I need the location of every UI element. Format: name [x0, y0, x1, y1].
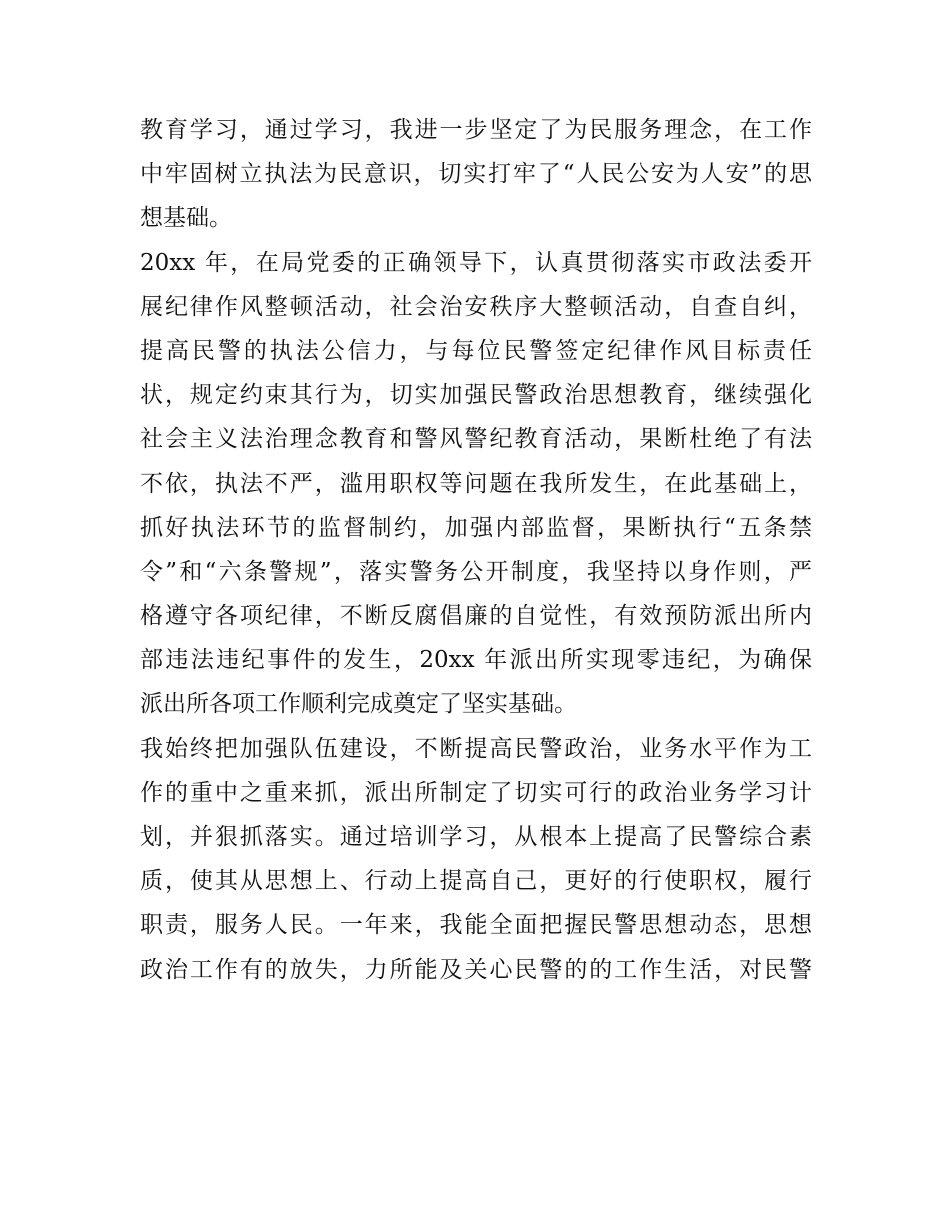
text-line: 抓好执法环节的监督制约，加强内部监督，果断执行“五条禁 [140, 514, 812, 541]
text-line: 提高民警的执法公信力，与每位民警签定纪律作风目标责任 [140, 337, 812, 364]
text-line: 我始终把加强队伍建设，不断提高民警政治，业务水平作为工 [140, 735, 812, 762]
text-line: 想基础。 [140, 205, 232, 232]
text-line: 职责，服务人民。一年来，我能全面把握民警思想动态，思想 [140, 912, 812, 939]
text-line: 展纪律作风整顿活动，社会治安秩序大整顿活动，自查自纠， [140, 293, 812, 320]
text-line: 划，并狠抓落实。通过培训学习，从根本上提高了民警综合素 [140, 824, 812, 850]
text-line: 政治工作有的放失，力所能及关心民警的的工作生活，对民警 [140, 956, 812, 983]
text-line: 社会主义法治理念教育和警风警纪教育活动，果断杜绝了有法 [140, 426, 812, 453]
text-line: 作的重中之重来抓，派出所制定了切实可行的政治业务学习计 [140, 779, 812, 806]
text-line: 中牢固树立执法为民意识，切实打牢了“人民公安为人安”的思 [140, 161, 812, 188]
text-line: 20xx 年，在局党委的正确领导下，认真贯彻落实市政法委开 [140, 249, 812, 276]
text-line: 派出所各项工作顺利完成奠定了坚实基础。 [140, 691, 577, 718]
text-line: 部违法违纪事件的发生，20xx 年派出所实现零违纪，为确保 [140, 647, 812, 674]
text-line: 质，使其从思想上、行动上提高自己，更好的行使职权，履行 [140, 868, 812, 895]
text-line: 不依，执法不严，滥用职权等问题在我所发生，在此基础上， [140, 470, 812, 497]
text-line: 令”和“六条警规”，落实警务公开制度，我坚持以身作则，严 [140, 558, 812, 585]
text-line: 教育学习，通过学习，我进一步坚定了为民服务理念，在工作 [140, 117, 812, 143]
text-line: 格遵守各项纪律，不断反腐倡廉的自觉性，有效预防派出所内 [140, 603, 812, 630]
document-body [140, 108, 812, 992]
text-line: 状，规定约束其行为，切实加强民警政治思想教育，继续强化 [140, 382, 812, 409]
